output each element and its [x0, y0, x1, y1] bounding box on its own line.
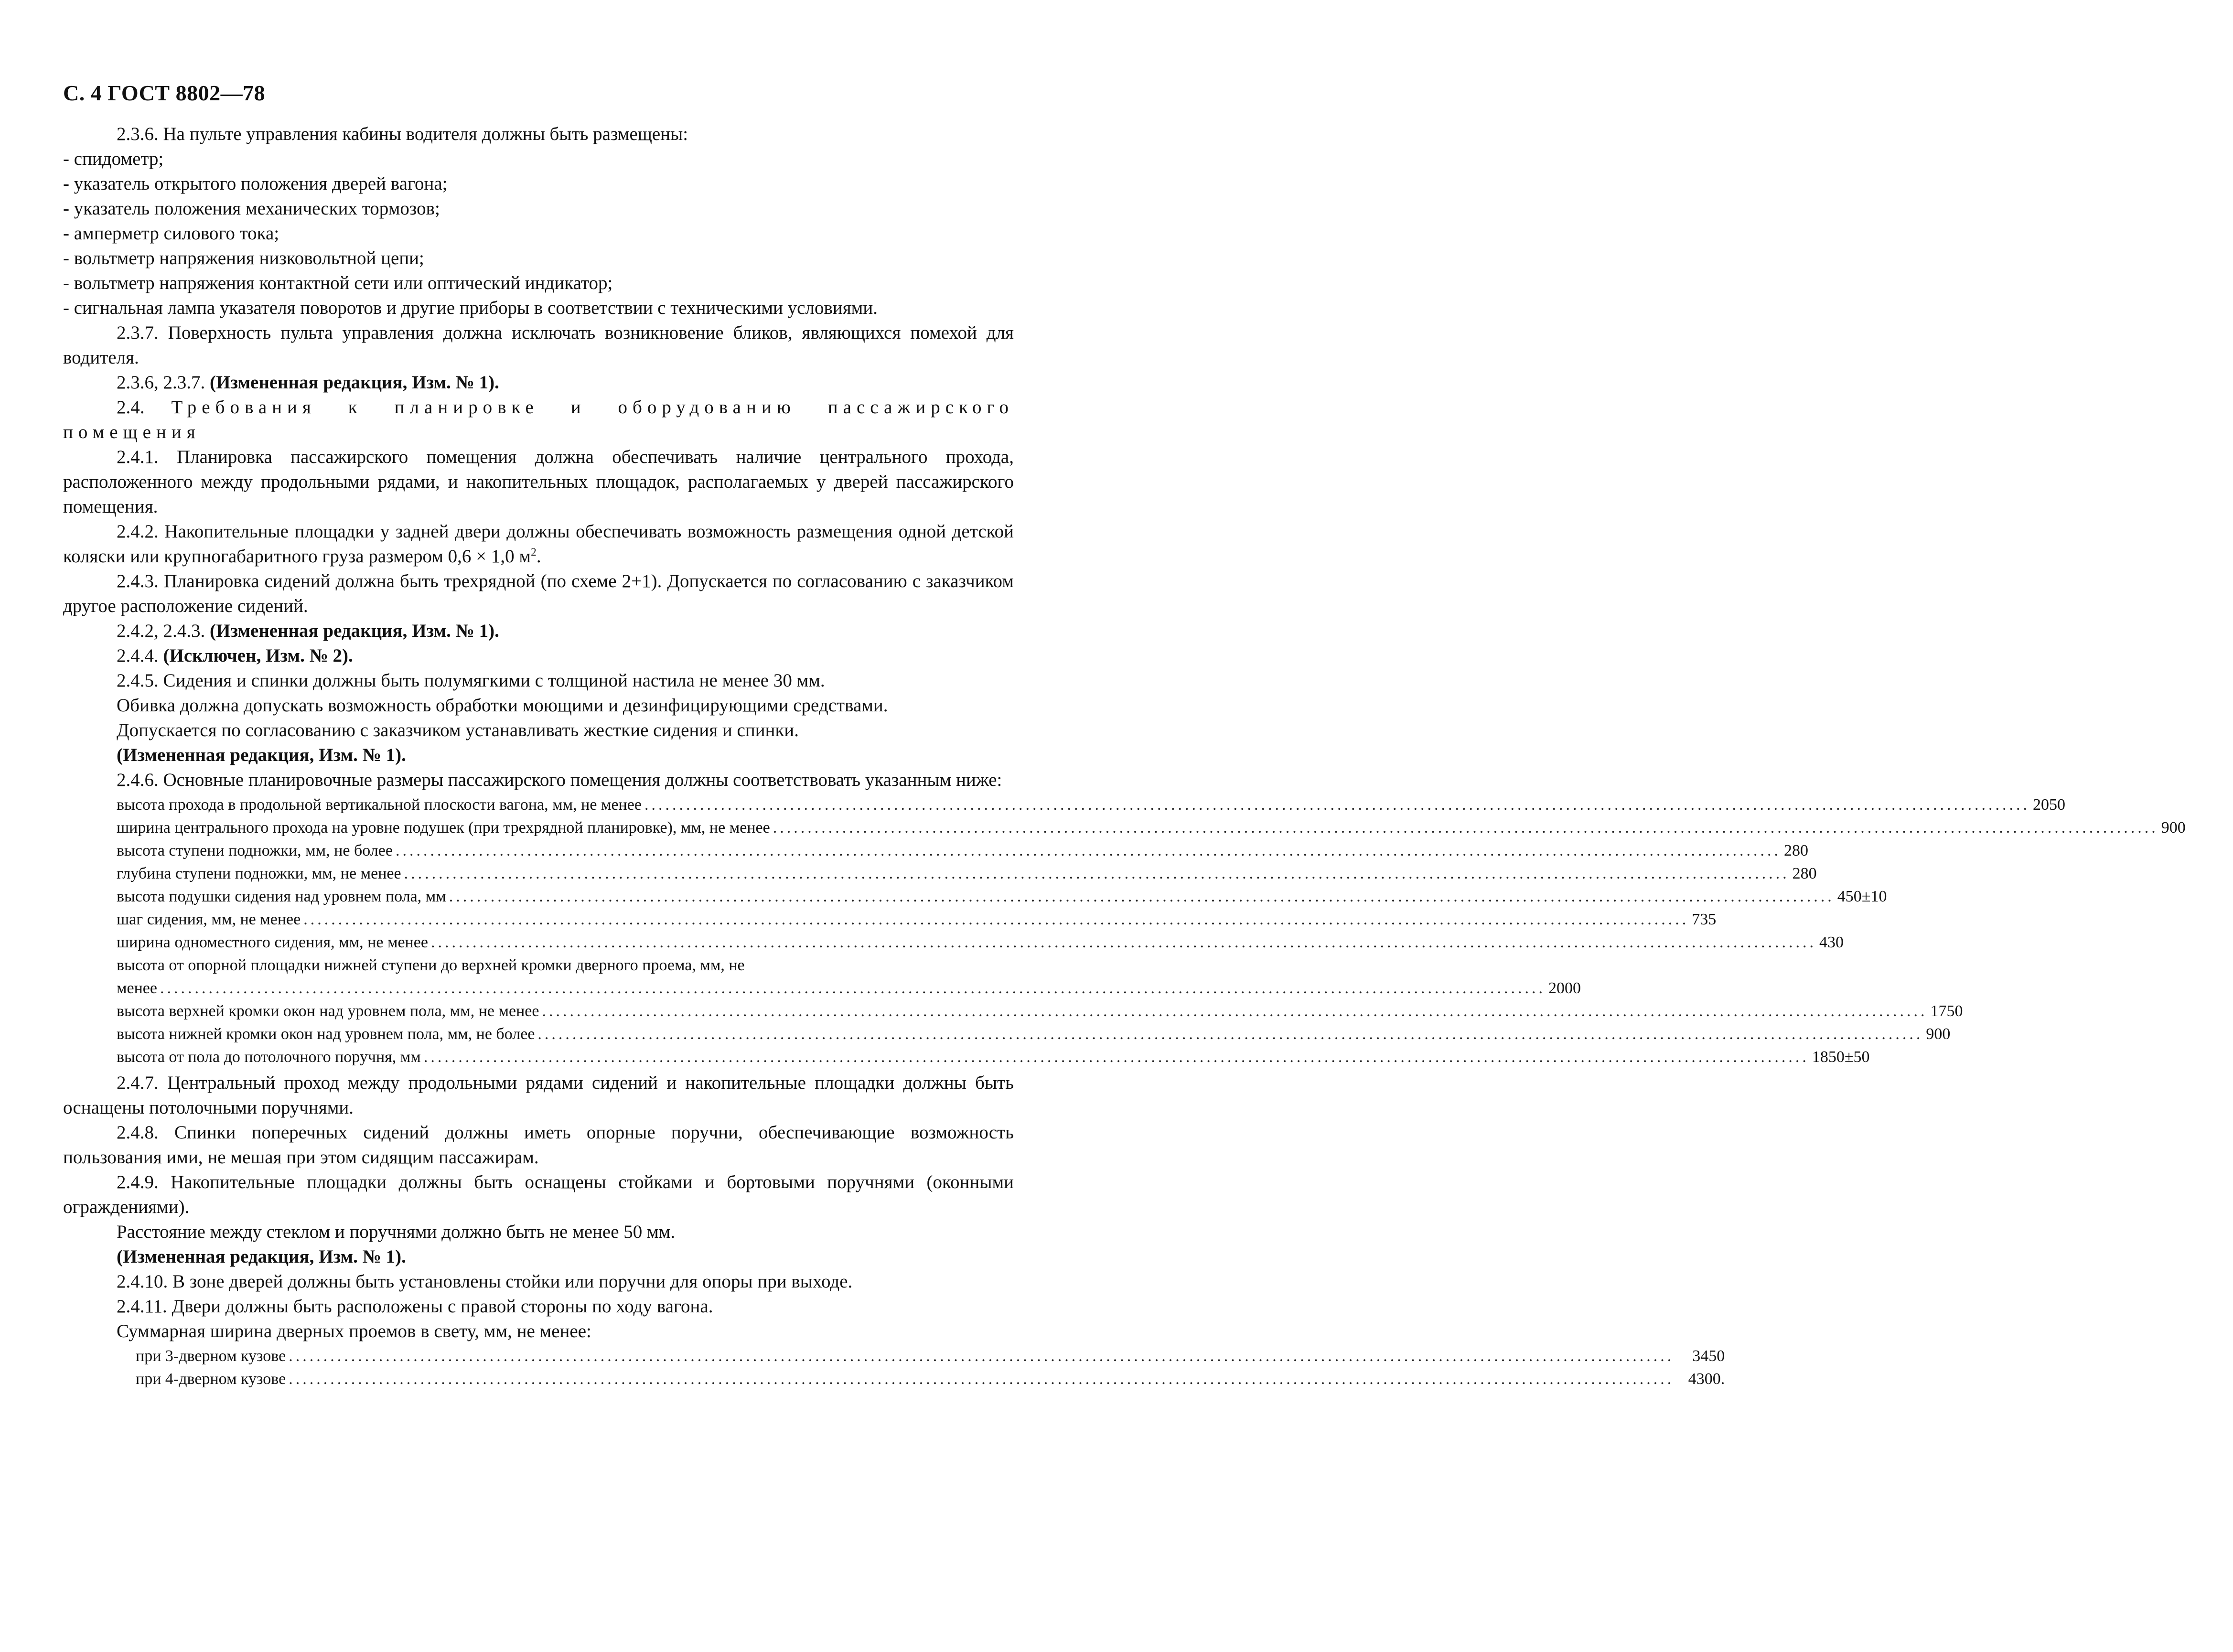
paragraph-text: Обивка должна допускать возможность обработки моющими и дезинфицирующими средствами. [117, 695, 888, 716]
list-item: - указатель положения механических тормозов; [63, 198, 440, 219]
leader-dots: ........................................................................................................................................................................................................ [289, 1347, 1675, 1365]
paragraph-2-4-2 [63, 519, 1014, 569]
leader-dots: ........................................................................................................................................................................................................ [289, 1370, 1675, 1388]
leader-dots: ........................................................................................................................................................................................................ [537, 1025, 1923, 1043]
dimension-row [117, 908, 1717, 931]
amendment-note [63, 619, 1014, 644]
dimension-label: высота ступени подножки, мм, не более [117, 842, 393, 859]
dimension-row [117, 885, 1887, 908]
paragraph-end: . [536, 546, 541, 567]
dimension-value: 900 [2161, 819, 2186, 837]
dimension-label: высота нижней кромки окон над уровнем пола, мм, не более [117, 1025, 535, 1043]
dimension-label: высота верхней кромки окон над уровнем пола, мм, не менее [117, 1002, 539, 1020]
paragraph-2-4-9: 2.4.9. Накопительные площадки должны быть оснащены стойками и бортовыми поручнями (оконными ограждениями). [63, 1172, 1014, 1217]
dimension-value: 280 [1783, 842, 1808, 859]
page-header: С. 4 ГОСТ 8802—78 [63, 81, 266, 105]
paragraph-2-4-6: 2.4.6. Основные планировочные размеры пассажирского помещения должны соответствовать указанным ниже: [117, 770, 1002, 790]
door-width-label: при 4-дверном кузове [136, 1370, 286, 1388]
dimension-label: ширина одноместного сидения, мм, не менее [117, 933, 428, 951]
dimension-value: 2000 [1548, 979, 1581, 997]
paragraph-text: 2.4.2. Накопительные площадки у задней двери должны обеспечивать возможность размещения одной детской коляски или крупногабаритного груза размером 0,6 × 1,0 м [63, 521, 1014, 567]
dimension-value: 1850±50 [1812, 1048, 1870, 1066]
door-width-value: 3450 [1692, 1347, 1725, 1365]
dimension-row [117, 931, 1844, 954]
paragraph-2-4-5: 2.4.5. Сидения и спинки должны быть полумягкими с толщиной настила не менее 30 мм. [117, 670, 825, 691]
list-item: - амперметр силового тока; [63, 223, 279, 244]
paragraph-2-3-7: 2.3.7. Поверхность пульта управления должна исключать возникновение бликов, являющихся помехой для водителя. [63, 322, 1014, 368]
dimension-label: шаг сидения, мм, не менее [117, 911, 301, 928]
superscript: 2 [531, 546, 537, 558]
section-title: Требования к планировке и оборудованию пассажирского помещения [63, 397, 1014, 442]
leader-dots: ........................................................................................................................................................................................................ [423, 1048, 1809, 1066]
paragraph-2-4-3: 2.4.3. Планировка сидений должна быть трехрядной (по схеме 2+1). Допускается по согласованию с заказчиком другое расположение сидений. [63, 571, 1014, 616]
section-heading [63, 395, 1014, 445]
dimension-value: 2050 [2032, 796, 2065, 814]
dimension-value: 430 [1819, 933, 1844, 951]
dimension-row [117, 1000, 1963, 1023]
amendment-note [63, 370, 1014, 395]
paragraph-2-4-10: 2.4.10. В зоне дверей должны быть установлены стойки или поручни для опоры при выходе. [117, 1271, 853, 1292]
dimension-label: глубина ступени подножки, мм, не менее [117, 865, 401, 882]
paragraph-text: Суммарная ширина дверных проемов в свету, мм, не менее: [117, 1321, 591, 1341]
leader-dots: ........................................................................................................................................................................................................ [303, 911, 1689, 928]
dimension-label: менее [117, 979, 157, 997]
leader-dots: ........................................................................................................................................................................................................ [395, 842, 1781, 859]
amendment-text: (Измененная редакция, Изм. № 1). [117, 745, 406, 765]
list-item: - сигнальная лампа указателя поворотов и другие приборы в соответствии с техническими условиями. [63, 298, 878, 318]
dimension-row [117, 816, 2186, 839]
dimension-row [117, 1023, 1951, 1046]
list-item: - указатель открытого положения дверей вагона; [63, 173, 448, 194]
excluded-text: (Исключен, Изм. № 2). [163, 645, 353, 666]
paragraph-2-4-7: 2.4.7. Центральный проход между продольными рядами сидений и накопительные площадки должны быть оснащены потолочными поручнями. [63, 1073, 1014, 1118]
dimension-label: высота прохода в продольной вертикальной плоскости вагона, мм, не менее [117, 796, 642, 814]
dimension-row [117, 1046, 1870, 1069]
leader-dots: ........................................................................................................................................................................................................ [773, 819, 2158, 837]
dimension-label: ширина центрального прохода на уровне подушек (при трехрядной планировке), мм, не менее [117, 819, 770, 837]
dimension-label: высота от пола до потолочного поручня, мм [117, 1048, 421, 1066]
dimension-label: высота подушки сидения над уровнем пола, мм [117, 888, 446, 905]
leader-dots: ........................................................................................................................................................................................................ [542, 1002, 1928, 1020]
dimension-value: 900 [1926, 1025, 1951, 1043]
dimension-row [117, 977, 1581, 1000]
leader-dots: ........................................................................................................................................................................................................ [644, 796, 2030, 814]
paragraph-2-4-1: 2.4.1. Планировка пассажирского помещения должна обеспечивать наличие центрального прохода, расположенного между продольными рядами, и накопительных площадок, располагаемых у дверей пассажирского помещения. [63, 447, 1014, 517]
door-width-value: 4300. [1688, 1370, 1725, 1388]
amendment-text: (Измененная редакция, Изм. № 1). [210, 621, 499, 641]
paragraph-2-4-8: 2.4.8. Спинки поперечных сидений должны иметь опорные поручни, обеспечивающие возможность пользования ими, не мешая при этом сидящим пассажирам. [63, 1122, 1014, 1168]
door-width-label: при 3-дверном кузове [136, 1347, 286, 1365]
leader-dots: ........................................................................................................................................................................................................ [430, 933, 1816, 951]
list-item: - вольтметр напряжения низковольтной цепи; [63, 248, 424, 268]
paragraph-2-3-6: 2.3.6. На пульте управления кабины водителя должны быть размещены: [117, 124, 688, 144]
dimension-value: 450±10 [1837, 888, 1887, 905]
amendment-number: 2.3.6, 2.3.7. [117, 372, 205, 393]
dimension-value: 1750 [1930, 1002, 1963, 1020]
leader-dots: ........................................................................................................................................................................................................ [404, 865, 1790, 882]
dimension-row [117, 839, 1808, 862]
paragraph-2-4-11: 2.4.11. Двери должны быть расположены с правой стороны по ходу вагона. [117, 1296, 713, 1317]
paragraph-text: Расстояние между стеклом и поручнями должно быть не менее 50 мм. [117, 1222, 676, 1242]
excluded-number: 2.4.4. [117, 645, 159, 666]
door-width-row [136, 1368, 1725, 1391]
amendment-text: (Измененная редакция, Изм. № 1). [210, 372, 499, 393]
list-item: - вольтметр напряжения контактной сети или оптический индикатор; [63, 273, 613, 293]
leader-dots: ........................................................................................................................................................................................................ [160, 979, 1546, 997]
excluded-note [63, 644, 1014, 668]
dimension-row [117, 794, 2065, 816]
dimension-label-wrapped: высота от опорной площадки нижней ступени до верхней кромки дверного проема, мм, не [117, 956, 745, 974]
amendment-text: (Измененная редакция, Изм. № 1). [117, 1246, 406, 1267]
door-width-list [136, 1345, 1725, 1391]
amendment-number: 2.4.2, 2.4.3. [117, 621, 205, 641]
leader-dots: ........................................................................................................................................................................................................ [449, 888, 1835, 905]
paragraph-text: Допускается по согласованию с заказчиком устанавливать жесткие сидения и спинки. [117, 720, 799, 740]
dimension-value: 735 [1692, 911, 1717, 928]
door-width-row [136, 1345, 1725, 1368]
dimensions-list [117, 794, 2186, 1069]
document-body [63, 122, 2186, 1393]
dimension-row [117, 862, 1817, 885]
section-number: 2.4. [117, 397, 145, 418]
dimension-value: 280 [1792, 865, 1817, 882]
list-item: - спидометр; [63, 149, 164, 169]
